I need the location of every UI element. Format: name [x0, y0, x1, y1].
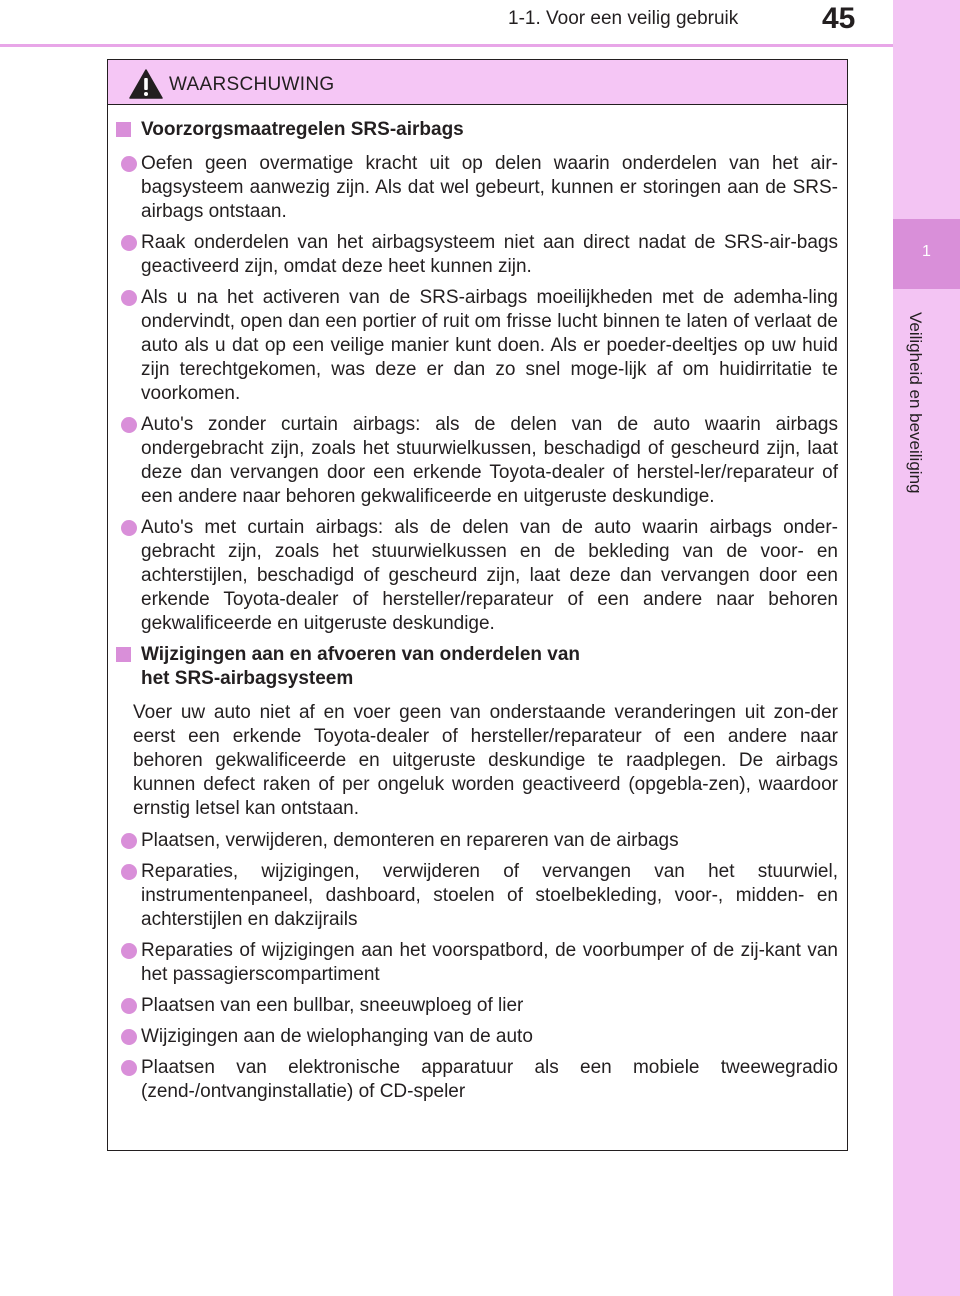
round-bullet-icon	[121, 833, 137, 849]
section-title: 1-1. Voor een veilig gebruik	[508, 8, 739, 29]
round-bullet-icon	[121, 520, 137, 536]
list-item	[116, 286, 838, 406]
square-bullet-icon	[116, 122, 131, 137]
warning-triangle-icon	[129, 69, 163, 99]
round-bullet-icon	[121, 417, 137, 433]
list-item-text: Als u na het activeren van de SRS-airbags moeilijkheden met de ademha-ling ondervindt, open dan een portier of ruit om frisse lucht binnen te laten of verlaat de auto als u dat op een veilige manier kunt doen. Als er poeder-deeltjes op uw huid zijn terechtgekomen, was deze er dan zo snel moge-lijk af om huidirritatie te voorkomen.	[141, 287, 838, 404]
list-item-text: Plaatsen, verwijderen, demonteren en repareren van de airbags	[141, 830, 679, 851]
list-item	[116, 939, 838, 987]
section-heading	[116, 643, 838, 691]
list-item-text: Reparaties of wijzigingen aan het voorspatbord, de voorbumper of de zij-kant van het passagierscompartiment	[141, 940, 838, 985]
warning-box	[107, 59, 848, 1151]
warning-title: WAARSCHUWING	[169, 74, 335, 95]
header-rule	[0, 44, 893, 47]
list-item-text: Wijzigingen aan de wielophanging van de auto	[141, 1026, 533, 1047]
warning-header	[108, 60, 847, 105]
square-bullet-icon	[116, 647, 131, 662]
list-item-text: Auto's met curtain airbags: als de delen van de auto waarin airbags onder-gebracht zijn, zoals het stuurwielkussen en de bekleding van de voor- en achterstijlen, beschadigd of gescheurd zijn, laat deze dan vervangen door een erkende Toyota-dealer of hersteller/reparateur of een andere naar behoren gekwalificeerde en uitgeruste deskundige.	[141, 517, 838, 634]
round-bullet-icon	[121, 943, 137, 959]
warning-body	[108, 105, 847, 1104]
round-bullet-icon	[121, 998, 137, 1014]
round-bullet-icon	[121, 864, 137, 880]
round-bullet-icon	[121, 1029, 137, 1045]
section-heading	[116, 118, 838, 142]
page-number: 45	[822, 2, 856, 35]
list-item	[116, 994, 838, 1018]
section-heading-text-line2: het SRS-airbagsysteem	[141, 668, 354, 689]
list-item	[116, 413, 838, 509]
list-item	[116, 1056, 838, 1104]
round-bullet-icon	[121, 235, 137, 251]
section-heading-text: Voorzorgsmaatregelen SRS-airbags	[141, 119, 464, 140]
chapter-number: 1	[922, 243, 931, 260]
list-item-text: Raak onderdelen van het airbagsysteem niet aan direct nadat de SRS-air-bags geactiveerd zijn, omdat deze heet kunnen zijn.	[141, 232, 838, 277]
round-bullet-icon	[121, 1060, 137, 1076]
list-item	[116, 829, 838, 853]
chapter-label: Veiligheid en beveiliging	[906, 312, 925, 494]
list-item	[116, 860, 838, 932]
list-item	[116, 152, 838, 224]
round-bullet-icon	[121, 156, 137, 172]
list-item	[116, 516, 838, 636]
list-item	[116, 1025, 838, 1049]
list-item-text: Plaatsen van een bullbar, sneeuwploeg of lier	[141, 995, 524, 1016]
list-item-text: Reparaties, wijzigingen, verwijderen of vervangen van het stuurwiel, instrumentenpaneel, dashboard, stoelen of stoelbekleding, voor-, midden- en achterstijlen en dakzijrails	[141, 861, 838, 930]
list-item-text: Plaatsen van elektronische apparatuur als een mobiele tweewegradio (zend-/ontvanginstallatie) of CD-speler	[141, 1057, 838, 1102]
chapter-side-tab	[893, 0, 960, 1296]
list-item-text: Oefen geen overmatige kracht uit op delen waarin onderdelen van het air-bagsysteem aanwezig zijn. Als dat wel gebeurt, kunnen er storingen aan de SRS-airbags ontstaan.	[141, 153, 838, 222]
section-paragraph: Voer uw auto niet af en voer geen van onderstaande veranderingen uit zon-der eerst een erkende Toyota-dealer of hersteller/reparateur of een andere naar behoren gekwalificeerde en uitgeruste deskundige te raadplegen. De airbags kunnen defect raken of per ongeluk worden geactiveerd (opgebla-zen), waardoor ernstig letsel kan ontstaan.	[133, 702, 838, 819]
list-item-text: Auto's zonder curtain airbags: als de delen van de auto waarin airbags ondergebracht zijn, zoals het stuurwielkussen, beschadigd of gescheurd zijn, laat deze dan vervangen door een erkende Toyota-dealer of herstel-ler/reparateur of een andere naar behoren gekwalificeerde en uitgeruste deskundige.	[141, 414, 838, 507]
round-bullet-icon	[121, 290, 137, 306]
list-item	[116, 231, 838, 279]
section-heading-text-line1: Wijzigingen aan en afvoeren van onderdelen van	[141, 644, 581, 665]
